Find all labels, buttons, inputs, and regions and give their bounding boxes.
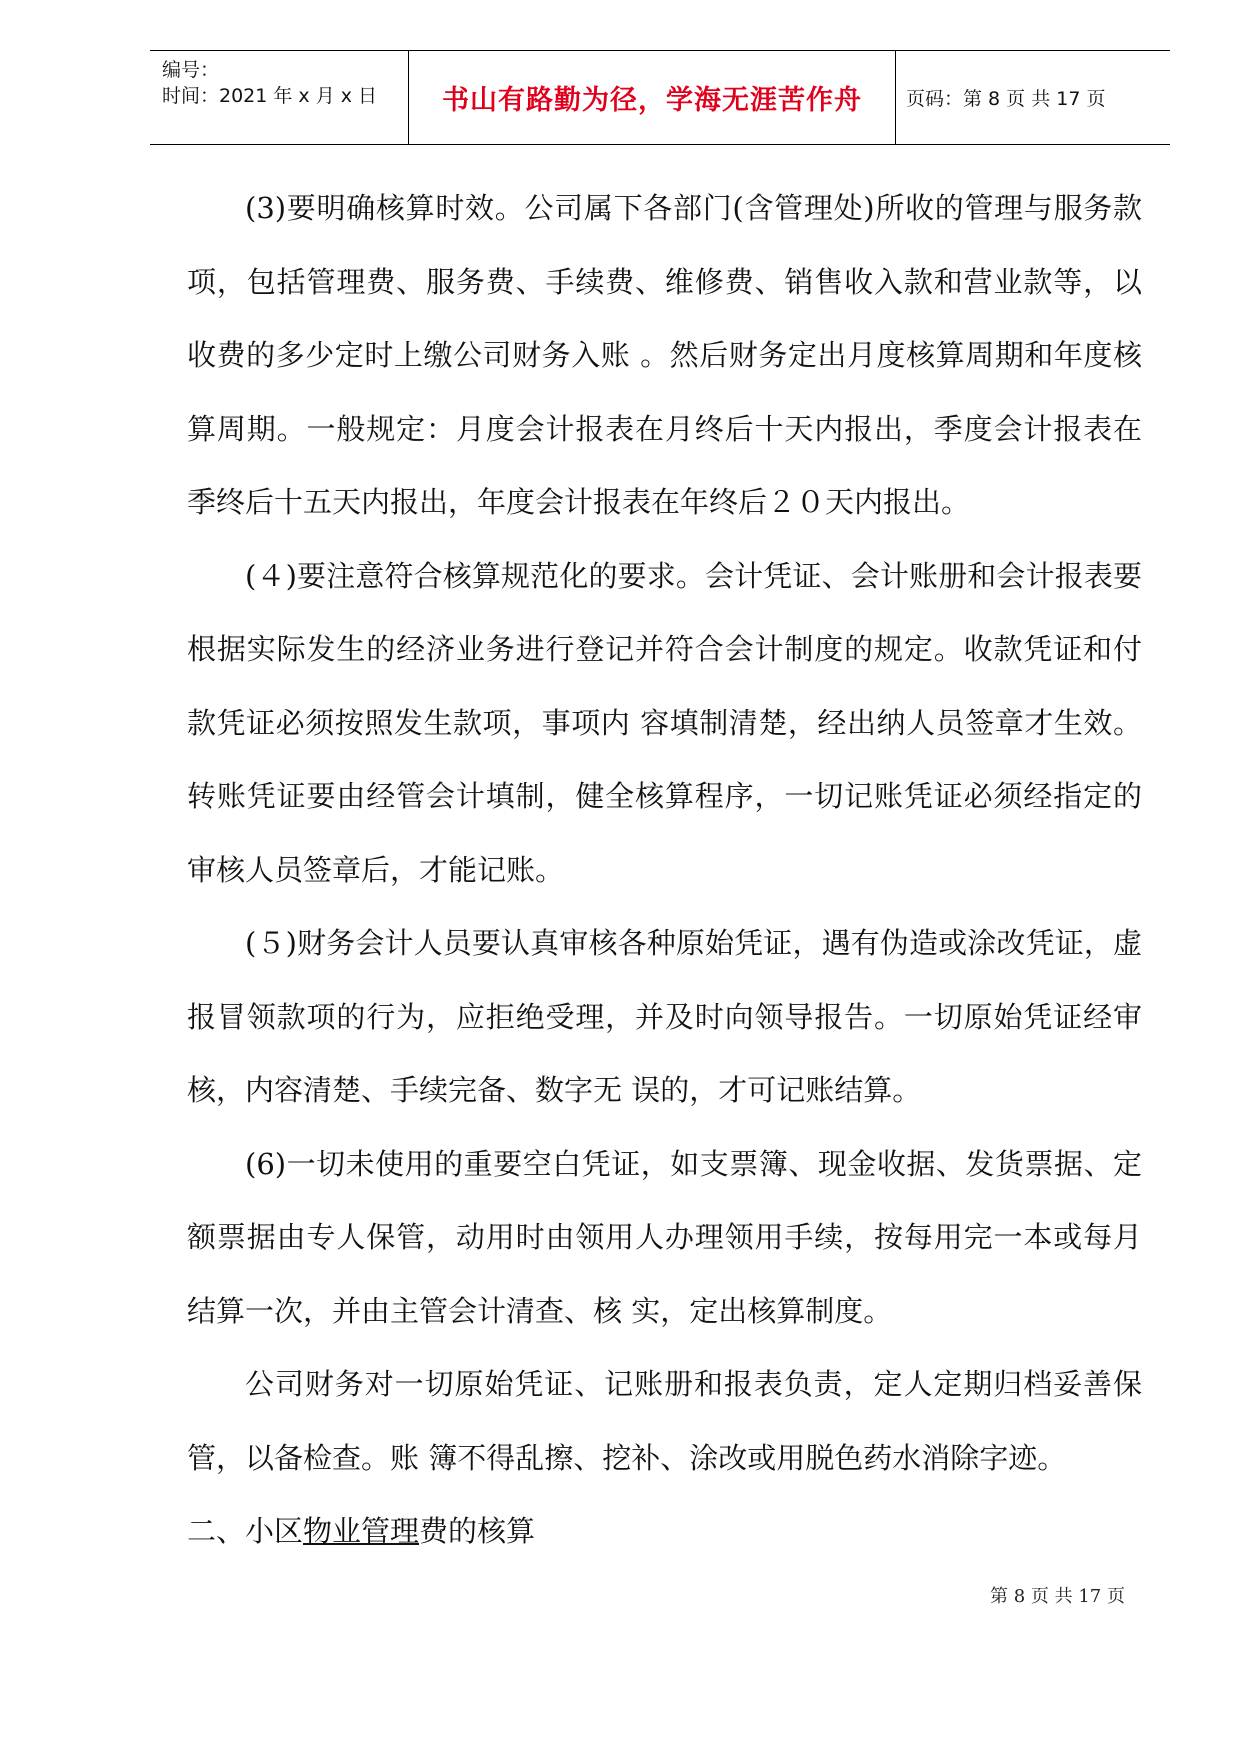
document-header bbox=[150, 50, 1170, 145]
paragraph-6: (6)一切未使用的重要空白凭证，如支票簿、现金收据、发货票据、定额票据由专人保管，动用时由领用人办理领用手续，按每用完一本或每月结算一次，并由主管会计清查、核 实，定出核算制度。 bbox=[187, 1146, 1142, 1328]
header-page-label: 页码：第 8 页 共 17 页 bbox=[906, 88, 1106, 110]
section-heading bbox=[187, 1495, 1142, 1569]
paragraph-3: (3)要明确核算时效。公司属下各部门(含管理处)所收的管理与服务款项，包括管理费、服务费、手续费、维修费、销售收入款和营业款等，以收费的多少定时上缴公司财务入账 。然后财务定出月度核算周期和年度核算周期。一般规定：月度会计报表在月终后十天内报出，季度会计报表在季终后十五天内报出，年度会计报表在年终后２０天内报出。 bbox=[187, 191, 1142, 519]
header-motto: 书山有路勤为径，学海无涯苦作舟 bbox=[442, 85, 862, 116]
paragraph-5: (５)财务会计人员要认真审核各种原始凭证，遇有伪造或涂改凭证，虚报冒领款项的行为，应拒绝受理，并及时向领导报告。一切原始凭证经审核，内容清楚、手续完备、数字无 误的，才可记账结算。 bbox=[187, 926, 1142, 1107]
page-footer: 第 8 页 共 17 页 bbox=[990, 1586, 1125, 1607]
header-motto-cell bbox=[408, 51, 896, 144]
section-heading-suffix: 费的核算 bbox=[419, 1514, 536, 1548]
document-time-label: 时间：2021 年 x 月 x 日 bbox=[162, 85, 378, 107]
document-number-label: 编号： bbox=[162, 59, 220, 81]
section-heading-underlined: 物业管理 bbox=[303, 1514, 420, 1548]
section-heading-prefix: 二、小区 bbox=[187, 1514, 304, 1548]
paragraph-4: (４)要注意符合核算规范化的要求。会计凭证、会计账册和会计报表要根据实际发生的经济业务进行登记并符合会计制度的规定。收款凭证和付款凭证必须按照发生款项，事项内 容填制清楚，经出纳人员签章才生效。转账凭证要由经管会计填制，健全核算程序，一切记账凭证必须经指定的审核人员签章后，才能记账。 bbox=[187, 558, 1142, 887]
paragraph-archive: 公司财务对一切原始凭证、记账册和报表负责，定人定期归档妥善保管，以备检查。账 簿不得乱擦、挖补、涂改或用脱色药水消除字迹。 bbox=[187, 1367, 1142, 1475]
header-page-cell bbox=[906, 51, 1166, 144]
document-body bbox=[187, 172, 1142, 1569]
